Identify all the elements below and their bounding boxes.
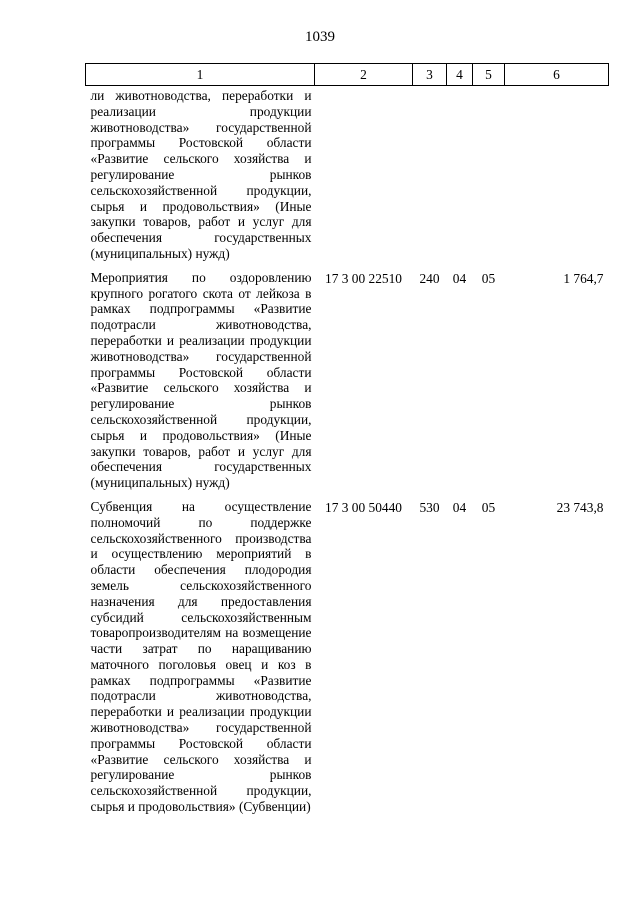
row-target-code xyxy=(315,86,413,270)
header-col-4: 4 xyxy=(447,64,473,86)
table-row xyxy=(86,499,609,823)
header-row xyxy=(86,64,609,86)
page-number: 1039 xyxy=(305,29,335,45)
header-col-3: 3 xyxy=(413,64,447,86)
header-col-6: 6 xyxy=(505,64,609,86)
table-body xyxy=(86,86,609,823)
row-expense-type xyxy=(413,86,447,270)
row-amount xyxy=(505,86,609,270)
row-section: 04 xyxy=(452,270,467,286)
row-subsection: 05 xyxy=(481,270,496,286)
row-subsection: 05 xyxy=(481,499,496,515)
row-description: ли животноводства, переработки и реализации продукции животноводства» государственной программы Ростовской области «Развитие сельского хозяйства и регулирование рынков сельскохозяйственной продукции, сырья и продовольствия» (Иные закупки товаров, работ и услуг для обеспечения государственных (муниципальных) нужд) xyxy=(90,88,312,261)
row-subsection xyxy=(473,86,505,270)
row-expense-type: 240 xyxy=(419,270,440,286)
row-description: Субвенция на осуществление полномочий по поддержке сельскохозяйственного производства и осуществлению мероприятий в области обеспечения плодородия земель сельскохозяйственного назначения для предоставления субсидий сельскохозяйственным товаропроизводителям на возмещение части затрат по наращиванию маточного поголовья овец и коз в рамках подпрограммы «Развитие подотрасли животноводства, переработки и реализации продукции животноводства» государственной программы Ростовской области «Развитие сельского хозяйства и регулирование рынков сельскохозяйственной продукции, сырья и продовольствия» (Субвенции) xyxy=(90,498,312,815)
row-description: Мероприятия по оздоровлению крупного рогатого скота от лейкоза в рамках подпрограммы «Развитие подотрасли животноводства, переработки и реализации продукции животноводства» государственной программы Ростовской области «Развитие сельского хозяйства и регулирование рынков сельскохозяйственной продукции, сырья и продовольствия» (Иные закупки товаров, работ и услуг для обеспечения государственных (муниципальных) нужд) xyxy=(90,269,312,491)
row-amount: 23 743,8 xyxy=(556,499,604,515)
table-row xyxy=(86,86,609,270)
header-col-5: 5 xyxy=(473,64,505,86)
table-header xyxy=(86,64,609,86)
row-target-code: 17 3 00 22510 xyxy=(325,270,402,286)
budget-table xyxy=(85,63,609,823)
table-row xyxy=(86,270,609,499)
row-target-code: 17 3 00 50440 xyxy=(325,499,402,515)
row-amount: 1 764,7 xyxy=(563,270,604,286)
row-section: 04 xyxy=(452,499,467,515)
row-expense-type: 530 xyxy=(419,499,440,515)
header-col-2: 2 xyxy=(315,64,413,86)
row-section xyxy=(447,86,473,270)
header-col-1: 1 xyxy=(86,64,315,86)
